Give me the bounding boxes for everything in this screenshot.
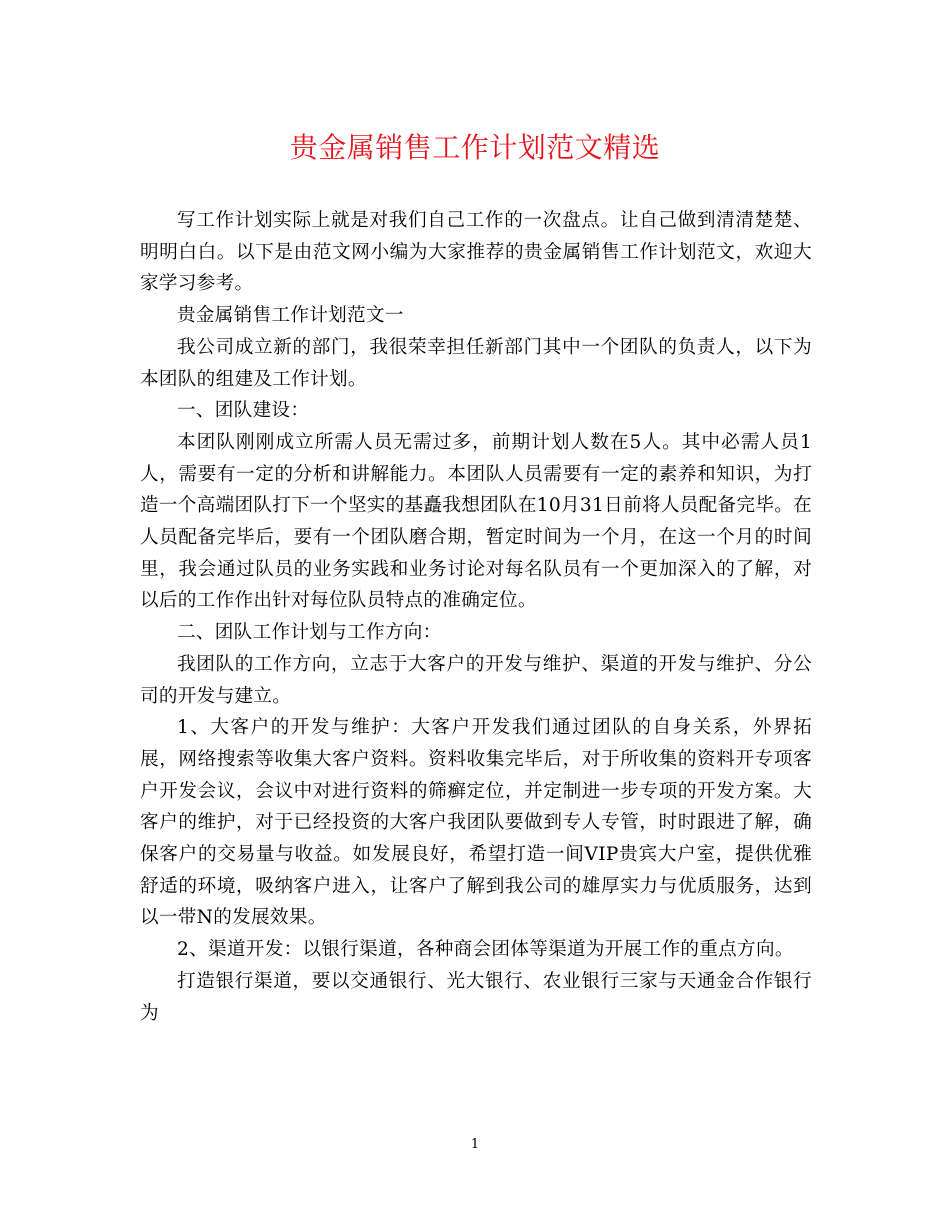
section-heading-team-building: 一、团队建设：	[177, 400, 310, 422]
page-number: 1	[470, 1137, 480, 1152]
paragraph-channel-development: 2、渠道开发：以银行渠道，各种商会团体等渠道为开展工作的重点方向。	[177, 939, 794, 961]
section-heading-sample-one: 贵金属销售工作计划范文一	[177, 305, 404, 327]
paragraph-work-direction: 我团队的工作方向，立志于大客户的开发与维护、渠道的开发与维护、分公司的开发与建立。	[140, 653, 812, 707]
document-title: 贵金属销售工作计划范文精选	[289, 131, 661, 164]
paragraph-major-clients: 1、大客户的开发与维护：大客户开发我们通过团队的自身关系，外界拓展，网络搜索等收集大客户资料。资料收集完毕后，对于所收集的资料开专项客户开发会议，会议中对进行资料的筛癣定位，并定制进一步专项的开发方案。大客户的维护，对于已经投资的大客户我团队要做到专人专管，时时跟进了解，确保客户的交易量与收益。如发展良好，希望打造一间VIP贵宾大户室，提供优雅舒适的环境，吸纳客户进入，让客户了解到我公司的雄厚实力与优质服务，达到以一带N的发展效果。	[140, 717, 812, 929]
paragraph-department: 我公司成立新的部门，我很荣幸担任新部门其中一个团队的负责人，以下为本团队的组建及工作计划。	[140, 336, 812, 390]
paragraph-team-building: 本团队刚刚成立所需人员无需过多，前期计划人数在5人。其中必需人员1人，需要有一定的分析和讲解能力。本团队人员需要有一定的素养和知识，为打造一个高端团队打下一个坚实的基矗我想团队在10月31日前将人员配备完毕。在人员配备完毕后，要有一个团队磨合期，暂定时间为一个月，在这一个月的时间里，我会通过队员的业务实践和业务讨论对每名队员有一个更加深入的了解，对以后的工作作出针对每位队员特点的准确定位。	[140, 431, 813, 612]
paragraph-bank-channels: 打造银行渠道，要以交通银行、光大银行、农业银行三家与天通金合作银行为	[140, 970, 812, 1024]
intro-paragraph: 写工作计划实际上就是对我们自己工作的一次盘点。让自己做到清清楚楚、明明白白。以下是由范文网小编为大家推荐的贵金属销售工作计划范文，欢迎大家学习参考。	[140, 210, 812, 295]
document-body	[140, 205, 812, 1029]
section-heading-work-plan: 二、团队工作计划与工作方向：	[177, 622, 442, 644]
